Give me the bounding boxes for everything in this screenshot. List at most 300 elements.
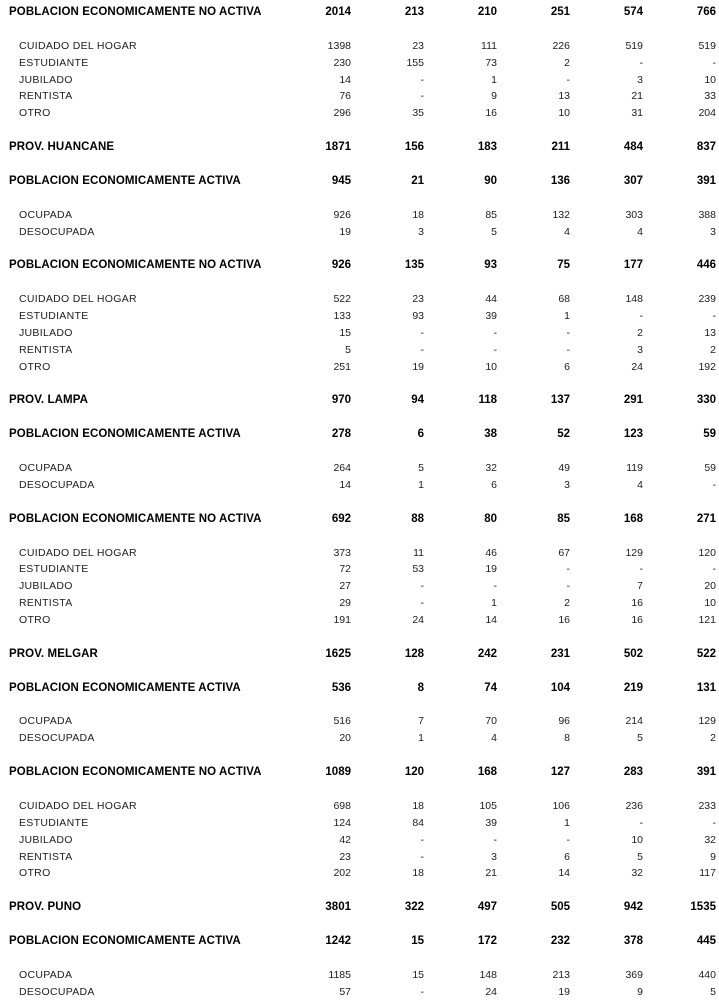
value-cell: 926 bbox=[331, 259, 351, 272]
value-cell: 168 bbox=[477, 766, 497, 779]
table-row-detail bbox=[0, 798, 716, 815]
value-cell: 19 bbox=[339, 225, 351, 238]
value-cell: - bbox=[493, 326, 497, 339]
value-cell: 59 bbox=[704, 462, 716, 475]
row-label: PROV. MELGAR bbox=[9, 647, 98, 660]
row-label: ESTUDIANTE bbox=[19, 816, 89, 829]
value-cell: 57 bbox=[339, 985, 351, 998]
value-cell: - bbox=[420, 73, 424, 86]
value-cell: 378 bbox=[623, 934, 643, 947]
value-cell: 29 bbox=[339, 597, 351, 610]
value-cell: 96 bbox=[558, 715, 570, 728]
value-cell: 837 bbox=[696, 141, 716, 154]
value-cell: - bbox=[712, 816, 716, 829]
table-row-province bbox=[0, 139, 716, 156]
value-cell: 127 bbox=[550, 766, 570, 779]
table-row-detail bbox=[0, 38, 716, 55]
table-row-detail bbox=[0, 342, 716, 359]
value-cell: - bbox=[566, 326, 570, 339]
value-cell: 16 bbox=[485, 107, 497, 120]
row-label: POBLACION ECONOMICAMENTE ACTIVA bbox=[9, 934, 241, 947]
value-cell: 3 bbox=[564, 478, 570, 491]
value-cell: 75 bbox=[557, 259, 570, 272]
value-cell: 23 bbox=[412, 39, 424, 52]
value-cell: 251 bbox=[333, 360, 351, 373]
value-cell: 233 bbox=[698, 799, 716, 812]
row-spacer bbox=[0, 528, 716, 545]
table-row-detail bbox=[0, 460, 716, 477]
value-cell: 120 bbox=[404, 766, 424, 779]
row-label: DESOCUPADA bbox=[19, 985, 95, 998]
value-cell: 15 bbox=[412, 968, 424, 981]
value-cell: 20 bbox=[704, 580, 716, 593]
value-cell: 16 bbox=[631, 614, 643, 627]
value-cell: 516 bbox=[333, 715, 351, 728]
value-cell: 93 bbox=[484, 259, 497, 272]
row-label: OTRO bbox=[19, 107, 51, 120]
value-cell: 52 bbox=[557, 428, 570, 441]
row-spacer bbox=[0, 156, 716, 173]
value-cell: 42 bbox=[339, 833, 351, 846]
row-label: CUIDADO DEL HOGAR bbox=[19, 293, 137, 306]
value-cell: 5 bbox=[418, 462, 424, 475]
value-cell: 106 bbox=[552, 799, 570, 812]
value-cell: 24 bbox=[485, 985, 497, 998]
value-cell: 1 bbox=[564, 816, 570, 829]
table-row-header bbox=[0, 426, 716, 443]
row-spacer bbox=[0, 122, 716, 139]
value-cell: 536 bbox=[331, 681, 351, 694]
value-cell: 505 bbox=[550, 901, 570, 914]
value-cell: 23 bbox=[339, 850, 351, 863]
value-cell: 90 bbox=[484, 174, 497, 187]
value-cell: 6 bbox=[417, 428, 424, 441]
row-label: OCUPADA bbox=[19, 715, 73, 728]
value-cell: 67 bbox=[558, 546, 570, 559]
value-cell: 5 bbox=[637, 732, 643, 745]
row-spacer bbox=[0, 21, 716, 38]
row-spacer bbox=[0, 781, 716, 798]
row-label: PROV. HUANCANE bbox=[9, 141, 115, 154]
table-row-header bbox=[0, 511, 716, 528]
value-cell: 32 bbox=[704, 833, 716, 846]
value-cell: 117 bbox=[699, 867, 716, 880]
value-cell: 484 bbox=[623, 141, 643, 154]
value-cell: 2 bbox=[710, 732, 716, 745]
value-cell: 497 bbox=[477, 901, 497, 914]
value-cell: 522 bbox=[696, 647, 716, 660]
value-cell: 13 bbox=[704, 326, 716, 339]
value-cell: - bbox=[493, 580, 497, 593]
value-cell: 5 bbox=[345, 343, 351, 356]
value-cell: - bbox=[420, 850, 424, 863]
value-cell: 124 bbox=[333, 816, 351, 829]
value-cell: 226 bbox=[552, 39, 570, 52]
value-cell: 19 bbox=[558, 985, 570, 998]
value-cell: 177 bbox=[623, 259, 643, 272]
row-label: CUIDADO DEL HOGAR bbox=[19, 799, 137, 812]
value-cell: 945 bbox=[331, 174, 351, 187]
value-cell: 251 bbox=[550, 6, 570, 18]
value-cell: 49 bbox=[558, 462, 570, 475]
row-label: ESTUDIANTE bbox=[19, 563, 89, 576]
row-label: OCUPADA bbox=[19, 462, 73, 475]
value-cell: 10 bbox=[704, 73, 716, 86]
value-cell: 3 bbox=[710, 225, 716, 238]
table-row-detail bbox=[0, 291, 716, 308]
value-cell: 239 bbox=[698, 293, 716, 306]
value-cell: 242 bbox=[477, 647, 497, 660]
value-cell: 446 bbox=[696, 259, 716, 272]
value-cell: 202 bbox=[333, 867, 351, 880]
value-cell: 105 bbox=[479, 799, 497, 812]
value-cell: 119 bbox=[626, 462, 643, 475]
row-label: POBLACION ECONOMICAMENTE ACTIVA bbox=[9, 681, 241, 694]
value-cell: 3 bbox=[637, 73, 643, 86]
value-cell: 303 bbox=[625, 208, 643, 221]
value-cell: 283 bbox=[623, 766, 643, 779]
row-spacer bbox=[0, 274, 716, 291]
value-cell: 44 bbox=[485, 293, 497, 306]
table-row-header bbox=[0, 4, 716, 21]
table-row-detail bbox=[0, 207, 716, 224]
value-cell: 6 bbox=[564, 850, 570, 863]
value-cell: - bbox=[566, 73, 570, 86]
value-cell: 330 bbox=[696, 394, 716, 407]
value-cell: 942 bbox=[623, 901, 643, 914]
value-cell: 698 bbox=[333, 799, 351, 812]
value-cell: 3801 bbox=[325, 901, 351, 914]
row-label: OTRO bbox=[19, 867, 51, 880]
value-cell: 135 bbox=[404, 259, 424, 272]
value-cell: 148 bbox=[479, 968, 497, 981]
value-cell: - bbox=[493, 833, 497, 846]
value-cell: 38 bbox=[484, 428, 497, 441]
table-row-detail bbox=[0, 865, 716, 882]
table-row-detail bbox=[0, 72, 716, 89]
row-label: DESOCUPADA bbox=[19, 732, 95, 745]
value-cell: 32 bbox=[631, 867, 643, 880]
row-label: OTRO bbox=[19, 614, 51, 627]
row-label: POBLACION ECONOMICAMENTE NO ACTIVA bbox=[9, 259, 262, 272]
value-cell: 18 bbox=[412, 208, 424, 221]
value-cell: - bbox=[712, 310, 716, 323]
table-row-detail bbox=[0, 105, 716, 122]
row-label: POBLACION ECONOMICAMENTE NO ACTIVA bbox=[9, 6, 262, 18]
row-label: JUBILADO bbox=[19, 73, 73, 86]
value-cell: 391 bbox=[696, 174, 716, 187]
value-cell: 16 bbox=[558, 614, 570, 627]
value-cell: 1089 bbox=[325, 766, 351, 779]
value-cell: 296 bbox=[333, 107, 351, 120]
value-cell: 84 bbox=[412, 816, 424, 829]
value-cell: 278 bbox=[331, 428, 351, 441]
row-label: OTRO bbox=[19, 360, 51, 373]
value-cell: 213 bbox=[552, 968, 570, 981]
value-cell: 1535 bbox=[690, 901, 716, 914]
table-row-detail bbox=[0, 578, 716, 595]
value-cell: 39 bbox=[485, 310, 497, 323]
value-cell: - bbox=[493, 343, 497, 356]
row-label: JUBILADO bbox=[19, 833, 73, 846]
value-cell: 27 bbox=[339, 580, 351, 593]
value-cell: 133 bbox=[333, 310, 351, 323]
value-cell: - bbox=[420, 326, 424, 339]
value-cell: - bbox=[566, 580, 570, 593]
value-cell: 4 bbox=[637, 225, 643, 238]
value-cell: 307 bbox=[623, 174, 643, 187]
value-cell: 72 bbox=[339, 563, 351, 576]
value-cell: 123 bbox=[623, 428, 643, 441]
value-cell: 7 bbox=[637, 580, 643, 593]
value-cell: 6 bbox=[564, 360, 570, 373]
table-row-detail bbox=[0, 224, 716, 241]
value-cell: 10 bbox=[558, 107, 570, 120]
value-cell: 33 bbox=[704, 90, 716, 103]
value-cell: 1242 bbox=[325, 934, 351, 947]
value-cell: 766 bbox=[696, 6, 716, 18]
value-cell: 15 bbox=[411, 934, 424, 947]
value-cell: 168 bbox=[623, 512, 643, 525]
value-cell: 1 bbox=[491, 73, 497, 86]
row-label: CUIDADO DEL HOGAR bbox=[19, 39, 137, 52]
value-cell: - bbox=[639, 816, 643, 829]
value-cell: 692 bbox=[331, 512, 351, 525]
value-cell: 519 bbox=[698, 39, 716, 52]
value-cell: 2 bbox=[710, 343, 716, 356]
value-cell: 19 bbox=[412, 360, 424, 373]
value-cell: 148 bbox=[625, 293, 643, 306]
value-cell: 118 bbox=[478, 394, 497, 407]
row-spacer bbox=[0, 663, 716, 680]
value-cell: 19 bbox=[485, 563, 497, 576]
value-cell: 137 bbox=[550, 394, 570, 407]
value-cell: 85 bbox=[557, 512, 570, 525]
value-cell: 1871 bbox=[325, 141, 351, 154]
value-cell: 24 bbox=[412, 614, 424, 627]
row-spacer bbox=[0, 240, 716, 257]
value-cell: 291 bbox=[623, 394, 643, 407]
value-cell: 74 bbox=[484, 681, 497, 694]
value-cell: 131 bbox=[696, 681, 716, 694]
row-spacer bbox=[0, 376, 716, 393]
value-cell: - bbox=[566, 563, 570, 576]
row-label: RENTISTA bbox=[19, 343, 73, 356]
value-cell: 23 bbox=[412, 293, 424, 306]
value-cell: - bbox=[639, 56, 643, 69]
value-cell: 5 bbox=[710, 985, 716, 998]
value-cell: 9 bbox=[637, 985, 643, 998]
row-spacer bbox=[0, 882, 716, 899]
value-cell: 519 bbox=[625, 39, 643, 52]
row-label: RENTISTA bbox=[19, 597, 73, 610]
value-cell: - bbox=[420, 343, 424, 356]
value-cell: 80 bbox=[484, 512, 497, 525]
table-row-header bbox=[0, 257, 716, 274]
table-row-detail bbox=[0, 477, 716, 494]
value-cell: 24 bbox=[631, 360, 643, 373]
table-row-detail bbox=[0, 967, 716, 984]
table-row-detail bbox=[0, 359, 716, 376]
row-label: OCUPADA bbox=[19, 208, 73, 221]
value-cell: 9 bbox=[491, 90, 497, 103]
value-cell: 94 bbox=[411, 394, 424, 407]
value-cell: - bbox=[420, 580, 424, 593]
value-cell: 236 bbox=[625, 799, 643, 812]
value-cell: 4 bbox=[637, 478, 643, 491]
value-cell: 502 bbox=[623, 647, 643, 660]
value-cell: - bbox=[566, 833, 570, 846]
table-row-detail bbox=[0, 561, 716, 578]
value-cell: 6 bbox=[491, 478, 497, 491]
value-cell: 35 bbox=[412, 107, 424, 120]
row-label: ESTUDIANTE bbox=[19, 56, 89, 69]
value-cell: 93 bbox=[412, 310, 424, 323]
row-label: JUBILADO bbox=[19, 326, 73, 339]
value-cell: 1 bbox=[418, 732, 424, 745]
value-cell: 21 bbox=[485, 867, 497, 880]
value-cell: 191 bbox=[333, 614, 351, 627]
value-cell: 39 bbox=[485, 816, 497, 829]
value-cell: 183 bbox=[477, 141, 497, 154]
row-spacer bbox=[0, 697, 716, 714]
value-cell: - bbox=[420, 90, 424, 103]
value-cell: - bbox=[712, 563, 716, 576]
value-cell: 9 bbox=[710, 850, 716, 863]
value-cell: 129 bbox=[698, 715, 716, 728]
value-cell: 522 bbox=[333, 293, 351, 306]
row-label: RENTISTA bbox=[19, 850, 73, 863]
table-row-detail bbox=[0, 815, 716, 832]
table-row-province bbox=[0, 392, 716, 409]
value-cell: 1185 bbox=[328, 968, 351, 981]
value-cell: 3 bbox=[491, 850, 497, 863]
value-cell: 219 bbox=[623, 681, 643, 694]
value-cell: 271 bbox=[696, 512, 716, 525]
value-cell: 391 bbox=[696, 766, 716, 779]
value-cell: 10 bbox=[704, 597, 716, 610]
row-label: POBLACION ECONOMICAMENTE ACTIVA bbox=[9, 174, 241, 187]
value-cell: 3 bbox=[637, 343, 643, 356]
value-cell: 4 bbox=[564, 225, 570, 238]
table-row-detail bbox=[0, 849, 716, 866]
value-cell: 440 bbox=[698, 968, 716, 981]
value-cell: 1398 bbox=[327, 39, 351, 52]
value-cell: 5 bbox=[637, 850, 643, 863]
value-cell: 322 bbox=[404, 901, 424, 914]
value-cell: 2 bbox=[564, 56, 570, 69]
table-row-header bbox=[0, 680, 716, 697]
row-spacer bbox=[0, 494, 716, 511]
value-cell: - bbox=[639, 310, 643, 323]
value-cell: 8 bbox=[417, 681, 424, 694]
value-cell: 10 bbox=[631, 833, 643, 846]
value-cell: 31 bbox=[631, 107, 643, 120]
value-cell: 32 bbox=[485, 462, 497, 475]
value-cell: 132 bbox=[552, 208, 570, 221]
value-cell: 21 bbox=[411, 174, 424, 187]
value-cell: 7 bbox=[418, 715, 424, 728]
value-cell: 231 bbox=[550, 647, 570, 660]
value-cell: 11 bbox=[413, 546, 424, 559]
value-cell: 211 bbox=[551, 141, 570, 154]
table-row-detail bbox=[0, 55, 716, 72]
row-label: POBLACION ECONOMICAMENTE ACTIVA bbox=[9, 428, 241, 441]
table-row-detail bbox=[0, 730, 716, 747]
value-cell: 369 bbox=[625, 968, 643, 981]
row-label: DESOCUPADA bbox=[19, 225, 95, 238]
value-cell: 204 bbox=[698, 107, 716, 120]
table-row-header bbox=[0, 933, 716, 950]
value-cell: 120 bbox=[698, 546, 716, 559]
value-cell: 14 bbox=[339, 478, 351, 491]
value-cell: 88 bbox=[411, 512, 424, 525]
value-cell: 85 bbox=[485, 208, 497, 221]
table-row-detail bbox=[0, 612, 716, 629]
value-cell: 68 bbox=[558, 293, 570, 306]
value-cell: - bbox=[420, 985, 424, 998]
value-cell: 2 bbox=[637, 326, 643, 339]
value-cell: 230 bbox=[333, 56, 351, 69]
value-cell: 156 bbox=[404, 141, 424, 154]
value-cell: 10 bbox=[485, 360, 497, 373]
value-cell: 192 bbox=[698, 360, 716, 373]
value-cell: 121 bbox=[698, 614, 716, 627]
value-cell: 213 bbox=[404, 6, 424, 18]
value-cell: 21 bbox=[631, 90, 643, 103]
row-spacer bbox=[0, 443, 716, 460]
value-cell: 70 bbox=[485, 715, 497, 728]
value-cell: - bbox=[712, 478, 716, 491]
value-cell: 76 bbox=[339, 90, 351, 103]
value-cell: 388 bbox=[698, 208, 716, 221]
value-cell: 2014 bbox=[325, 6, 351, 18]
table-row-header bbox=[0, 173, 716, 190]
row-spacer bbox=[0, 950, 716, 967]
value-cell: 155 bbox=[406, 56, 424, 69]
value-cell: 970 bbox=[331, 394, 351, 407]
value-cell: 3 bbox=[418, 225, 424, 238]
value-cell: 13 bbox=[558, 90, 570, 103]
row-label: DESOCUPADA bbox=[19, 478, 95, 491]
value-cell: 20 bbox=[339, 732, 351, 745]
table-row-detail bbox=[0, 832, 716, 849]
value-cell: 574 bbox=[623, 6, 643, 18]
value-cell: 5 bbox=[491, 225, 497, 238]
value-cell: 232 bbox=[550, 934, 570, 947]
value-cell: 373 bbox=[333, 546, 351, 559]
value-cell: 172 bbox=[477, 934, 497, 947]
value-cell: 1 bbox=[564, 310, 570, 323]
table-row-detail bbox=[0, 713, 716, 730]
value-cell: 73 bbox=[485, 56, 497, 69]
value-cell: 214 bbox=[625, 715, 643, 728]
value-cell: 264 bbox=[333, 462, 351, 475]
value-cell: 8 bbox=[564, 732, 570, 745]
table-row-detail bbox=[0, 88, 716, 105]
row-spacer bbox=[0, 916, 716, 933]
row-label: POBLACION ECONOMICAMENTE NO ACTIVA bbox=[9, 512, 262, 525]
value-cell: - bbox=[420, 597, 424, 610]
table-row-detail bbox=[0, 308, 716, 325]
row-spacer bbox=[0, 629, 716, 646]
value-cell: 128 bbox=[404, 647, 424, 660]
row-label: OCUPADA bbox=[19, 968, 73, 981]
value-cell: - bbox=[712, 56, 716, 69]
value-cell: - bbox=[420, 833, 424, 846]
value-cell: 4 bbox=[491, 732, 497, 745]
value-cell: 111 bbox=[481, 39, 497, 52]
